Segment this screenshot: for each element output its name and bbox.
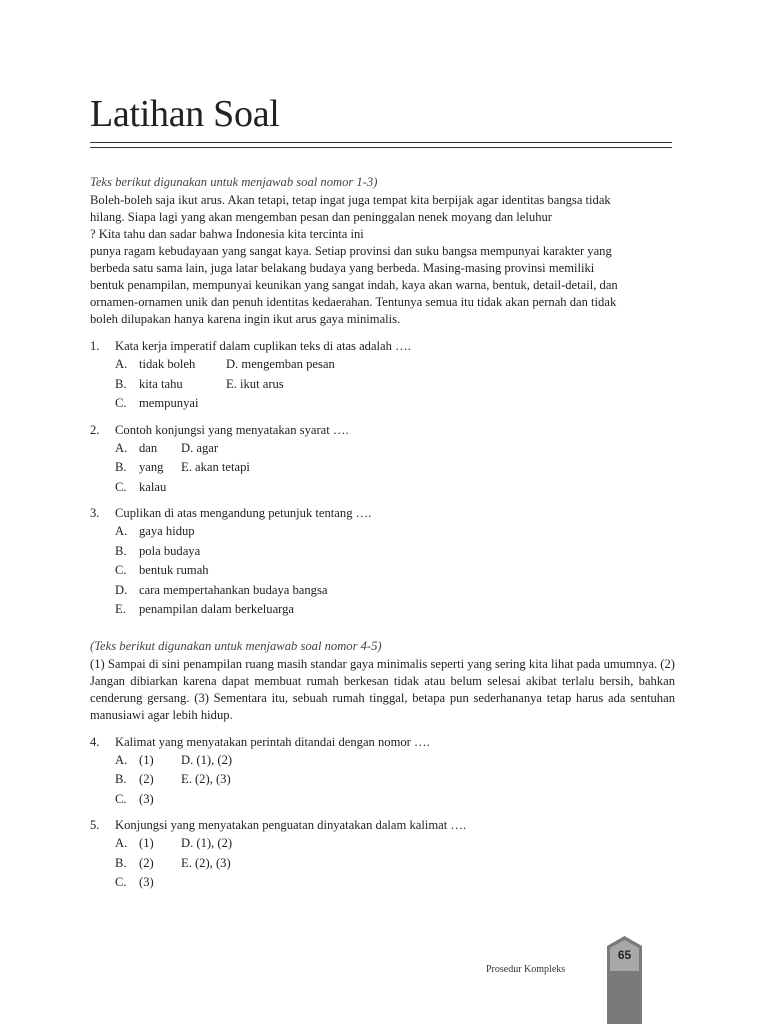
option-letter: A. [115,752,128,767]
option-letter: E. [115,602,126,617]
question [90,338,675,414]
option-text: (1) [139,752,154,767]
question-stem [90,505,675,522]
option-row [115,581,675,601]
option-letter: B. [115,855,127,870]
passage-line: berbeda satu sama lain, juga latar belakang budaya yang berbeda. Masing-masing provinsi memiliki [90,261,595,275]
question-number: 3. [90,506,100,520]
option-text-secondary: D. (1), (2) [181,752,233,767]
passage-line: boleh dilupakan hanya karena ingin ikut arus gaya minimalis. [90,312,401,326]
option-letter: A. [115,357,128,372]
passage-line: hilang. Siapa lagi yang akan mengemban pesan dan peninggalan nenek moyang dan leluhur [90,210,552,224]
question-stem [90,422,675,439]
option-text: mempunyai [139,396,199,411]
page-title: Latihan Soal [90,93,280,135]
option-text: tidak boleh [139,357,196,372]
option-letter: B. [115,543,127,558]
question-stem [90,338,675,355]
option-text: (2) [139,772,154,787]
passage-line: ? Kita tahu dan sadar bahwa Indonesia kita tercinta ini [90,227,364,241]
question [90,734,675,810]
option-text: pola budaya [139,543,201,558]
question-group-1 [90,338,675,620]
option-text: bentuk rumah [139,563,209,578]
question [90,505,675,620]
option-row [115,751,675,771]
content [90,174,675,901]
option-letter: C. [115,479,127,494]
option-text: gaya hidup [139,524,195,539]
option-row [115,854,675,874]
answer-options [115,355,675,414]
footer-section-title: Prosedur Kompleks [486,964,566,975]
option-row [115,522,675,542]
option-text: (2) [139,855,154,870]
page-number: 65 [617,948,632,962]
option-row [115,600,675,620]
option-text-secondary: E. (2), (3) [181,772,231,787]
option-letter: C. [115,396,127,411]
option-text: (1) [139,836,154,851]
question-number: 4. [90,734,100,749]
section1-passage [90,192,675,328]
option-row [115,834,675,854]
section1-intro: Teks berikut digunakan untuk menjawab soal nomor 1-3) [90,175,378,189]
answer-options [115,439,675,498]
option-row [115,375,675,395]
option-row [115,561,675,581]
question [90,422,675,498]
option-text: penampilan dalam berkeluarga [139,602,295,617]
option-text: kalau [139,479,167,494]
option-text-secondary: E. (2), (3) [181,855,231,870]
option-row [115,458,675,478]
question-stem [90,817,675,834]
question-text: Cuplikan di atas mengandung petunjuk tentang …. [115,506,372,520]
option-text: (3) [139,875,154,890]
option-text: cara mempertahankan budaya bangsa [139,582,328,597]
option-row [115,394,675,414]
question-text: Kalimat yang menyatakan perintah ditandai dengan nomor …. [115,734,430,749]
answer-options [115,751,675,810]
option-text: yang [139,460,164,475]
option-text: dan [139,440,158,455]
option-letter: A. [115,524,128,539]
option-letter: B. [115,772,127,787]
option-letter: D. [115,582,128,597]
option-letter: C. [115,875,127,890]
question [90,817,675,893]
option-row [115,770,675,790]
option-row [115,478,675,498]
passage-line: punya ragam kebudayaan yang sangat kaya. Setiap provinsi dan suku bangsa mempunyai karakter yang [90,244,612,258]
question-text: Kata kerja imperatif dalam cuplikan teks di atas adalah …. [115,339,411,353]
answer-options [115,834,675,893]
passage-line: ornamen-ornamen unik dan penuh identitas kedaerahan. Tentunya semua itu tidak akan pernah dan tidak [90,295,617,309]
option-text-secondary: E. ikut arus [226,376,284,391]
answer-options [115,522,675,620]
question-number: 1. [90,339,100,353]
passage-line: Boleh-boleh saja ikut arus. Akan tetapi, tetap ingat juga tempat kita berpijak agar identitas bangsa tidak [90,193,611,207]
option-letter: A. [115,440,128,455]
option-letter: A. [115,836,128,851]
option-text: (3) [139,791,154,806]
option-row [115,542,675,562]
passage-line: bentuk penampilan, mempunyai keunikan yang sangat indah, kaya akan warna, bentuk, detail-detail, dan [90,278,618,292]
option-row [115,439,675,459]
option-row [115,873,675,893]
title-divider [90,142,672,148]
question-number: 5. [90,818,100,832]
option-row [115,790,675,810]
question-stem [90,734,675,751]
option-text: kita tahu [139,376,183,391]
option-letter: C. [115,791,127,806]
question-group-2 [90,734,675,893]
question-text: Konjungsi yang menyatakan penguatan dinyatakan dalam kalimat …. [115,818,467,832]
option-text-secondary: D. mengemban pesan [226,357,335,372]
option-row [115,355,675,375]
option-letter: B. [115,460,127,475]
section2-passage: (1) Sampai di sini penampilan ruang masih standar gaya minimalis seperti yang sering kita lihat pada umumnya. (2) Jangan dibiarkan karena dapat membuat rumah berkesan tidak atau belum selesai akibat terlalu bersih, bahkan cenderung gersang. (3) Sementara itu, sebuah rumah tinggal, betapa pun sederhananya tetap harus ada sentuhan manusiawi agar lebih hidup. [90,656,675,722]
option-text-secondary: D. agar [181,440,219,455]
section2-intro: (Teks berikut digunakan untuk menjawab soal nomor 4-5) [90,638,382,653]
option-text-secondary: D. (1), (2) [181,836,233,851]
option-letter: C. [115,563,127,578]
option-letter: B. [115,376,127,391]
option-text-secondary: E. akan tetapi [181,460,250,475]
question-number: 2. [90,422,100,437]
question-text: Contoh konjungsi yang menyatakan syarat …. [115,422,349,437]
